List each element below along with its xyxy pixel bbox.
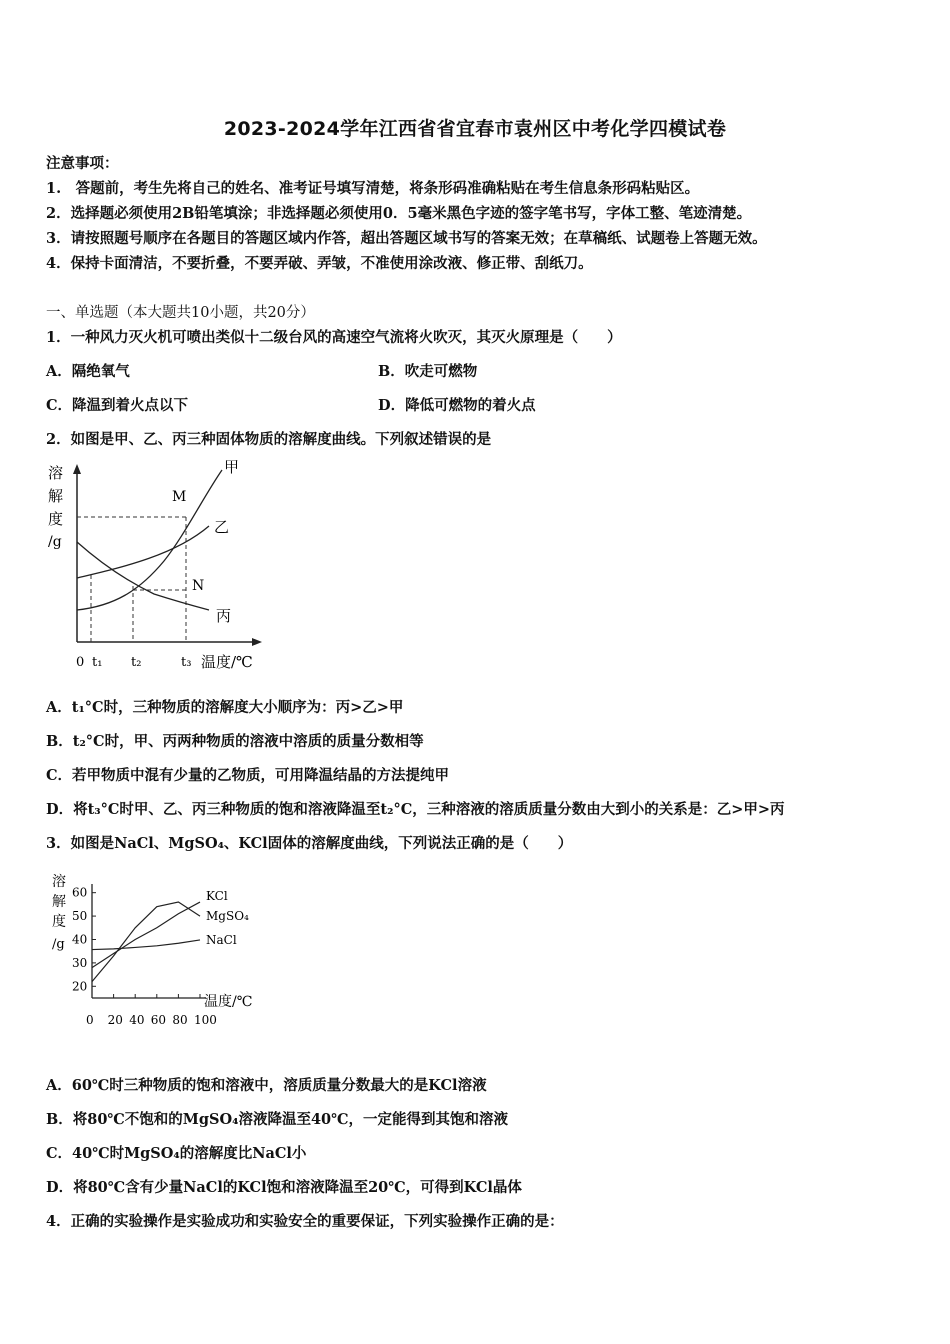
q3-ylabel-2: 解 (52, 894, 66, 910)
q3-series-line (92, 902, 200, 968)
notice-item-3: 3．请按照题号顺序在各题目的答题区域内作答，超出答题区域书写的答案无效；在草稿纸、试题卷上答题无效。 (46, 230, 767, 247)
q2-xlabel: 温度/℃ (201, 653, 253, 671)
q2-series-yi (77, 526, 209, 578)
q2-option-b: B．t₂°C时，甲、丙两种物质的溶液中溶质的质量分数相等 (46, 733, 424, 750)
q1-stem: 1．一种风力灭火机可喷出类似十二级台风的高速空气流将火吹灭，其灭火原理是（ ） (46, 329, 622, 346)
q3-ytick-label: 20 (72, 979, 88, 994)
q1-option-d: D．降低可燃物的着火点 (378, 397, 536, 414)
q3-ylabel-3: 度 (52, 914, 66, 930)
q2-annotation-m: M (172, 489, 187, 505)
q3-option-a: A．60℃时三种物质的饱和溶液中，溶质质量分数最大的是KCl溶液 (46, 1077, 487, 1094)
q2-xtick-0: 0 (76, 655, 85, 670)
q3-series-label: MgSO₄ (206, 909, 249, 924)
q2-option-a: A．t₁°C时，三种物质的溶解度大小顺序为：丙>乙>甲 (46, 699, 404, 716)
q3-stem: 3．如图是NaCl、MgSO₄、KCl固体的溶解度曲线，下列说法正确的是（ ） (46, 835, 573, 852)
notice-heading: 注意事项： (46, 155, 119, 172)
q2-legend-jia: 甲 (224, 458, 240, 476)
q3-solubility-chart (46, 868, 276, 1033)
q3-series-line (92, 940, 200, 950)
q2-xtick-t1: t₁ (92, 655, 103, 670)
q3-ytick-label: 30 (72, 955, 88, 970)
section-heading: 一、单选题（本大题共10小题，共20分） (46, 305, 315, 321)
q2-x-arrow (252, 638, 262, 646)
q2-xtick-t2: t₂ (131, 655, 142, 670)
q3-xtick-label: 60 (150, 1013, 167, 1027)
q2-xtick-t3: t₃ (181, 655, 192, 670)
q2-solubility-chart (44, 456, 274, 676)
q3-ytick-label: 60 (72, 885, 88, 900)
q2-ylabel-4: /g (48, 534, 62, 550)
q2-stem: 2．如图是甲、乙、丙三种固体物质的溶解度曲线。下列叙述错误的是 (46, 431, 492, 448)
notice-item-1: 1. 答题前，考生先将自己的姓名、准考证号填写清楚，将条形码准确粘贴在考生信息条形码粘贴区。 (46, 180, 700, 197)
q3-xtick-label: 40 (129, 1013, 145, 1027)
q1-option-b: B．吹走可燃物 (378, 363, 478, 380)
q2-annotation-n: N (192, 578, 205, 594)
q3-ytick-label: 40 (72, 932, 88, 947)
q2-option-d: D．将t₃°C时甲、乙、丙三种物质的饱和溶液降温至t₂°C，三种溶液的溶质质量分数由大到小的关系是：乙>甲>丙 (46, 801, 785, 818)
page-title: 2023-2024学年江西省省宜春市袁州区中考化学四模试卷 (223, 118, 727, 140)
q4-stem: 4．正确的实验操作是实验成功和实验安全的重要保证，下列实验操作正确的是： (46, 1213, 564, 1230)
q2-option-c: C．若甲物质中混有少量的乙物质，可用降温结晶的方法提纯甲 (46, 767, 450, 784)
q3-xlabel: 温度/℃ (204, 994, 253, 1010)
q3-xtick-label: 20 (107, 1013, 123, 1027)
q2-legend-yi: 乙 (214, 518, 230, 536)
q1-option-c: C．降温到着火点以下 (46, 397, 189, 414)
q2-ylabel-2: 解 (48, 487, 64, 505)
q2-ylabel-1: 溶 (48, 464, 64, 482)
q3-option-c: C．40℃时MgSO₄的溶解度比NaCl小 (46, 1145, 307, 1162)
q1-option-a: A．隔绝氧气 (46, 363, 130, 380)
q2-legend-bing: 丙 (216, 607, 232, 625)
q3-ylabel-1: 溶 (52, 874, 66, 890)
q3-series-label: NaCl (206, 932, 237, 947)
q2-ylabel-3: 度 (48, 510, 64, 528)
q3-xtick-label: 0 (86, 1013, 94, 1027)
q3-series-label: KCl (206, 889, 228, 904)
notice-item-2: 2．选择题必须使用2B铅笔填涂；非选择题必须使用0．5毫米黑色字迹的签字笔书写，字体工整、笔迹清楚。 (46, 205, 752, 222)
q3-option-d: D．将80℃含有少量NaCl的KCl饱和溶液降温至20℃，可得到KCl晶体 (46, 1179, 522, 1196)
q3-xtick-label: 100 (194, 1013, 217, 1027)
q2-y-arrow (73, 464, 81, 474)
q3-xtick-label: 80 (172, 1013, 188, 1027)
q3-ylabel-4: /g (52, 937, 65, 952)
q2-series-bing (77, 542, 209, 610)
notice-item-4: 4．保持卡面清洁，不要折叠，不要弄破、弄皱，不准使用涂改液、修正带、刮纸刀。 (46, 255, 593, 272)
q3-ytick-label: 50 (72, 909, 88, 924)
q3-option-b: B．将80℃不饱和的MgSO₄溶液降温至40℃，一定能得到其饱和溶液 (46, 1111, 509, 1128)
